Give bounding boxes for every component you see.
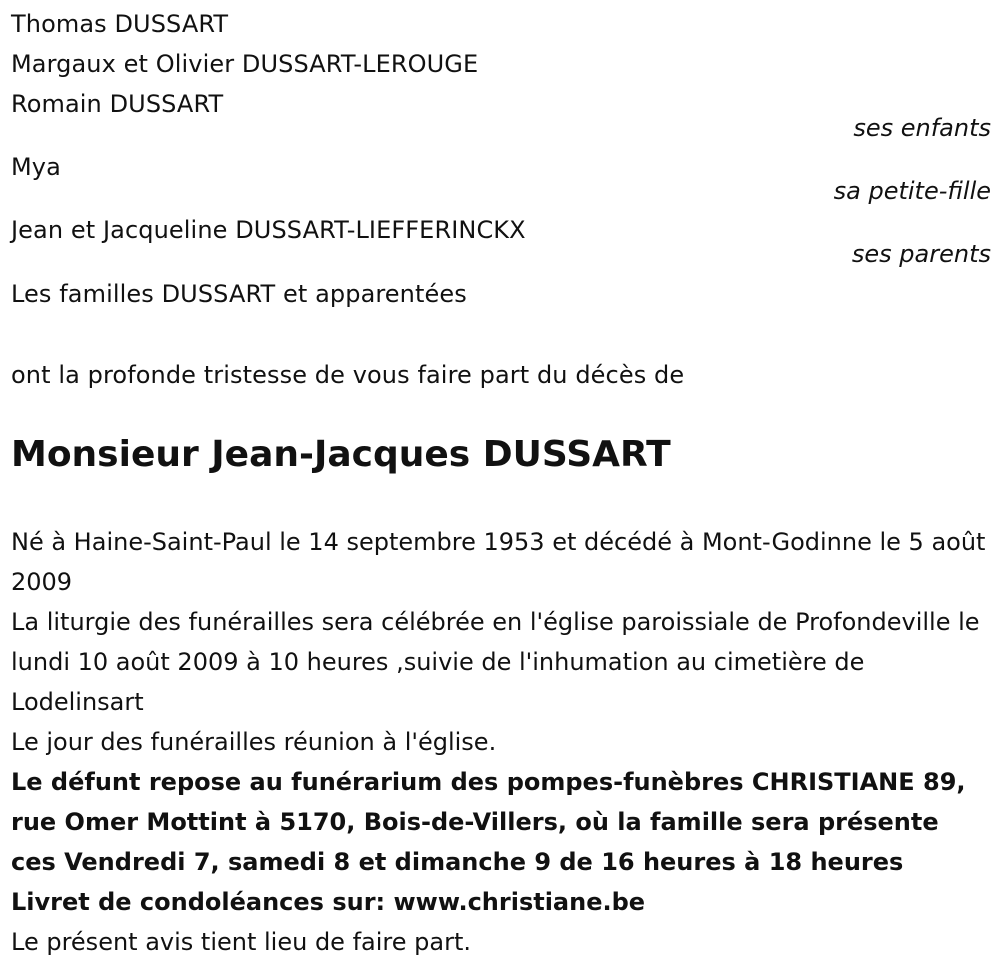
reunion-text: Le jour des funérailles réunion à l'église.: [11, 728, 497, 756]
family-line-margaux-olivier: Margaux et Olivier DUSSART-LEROUGE: [11, 50, 479, 78]
family-line-families: Les familles DUSSART et apparentées: [11, 280, 467, 308]
notice-text: Le présent avis tient lieu de faire part.: [11, 928, 471, 956]
deceased-name: Monsieur Jean-Jacques DUSSART: [11, 434, 671, 475]
family-line-romain: Romain DUSSART: [11, 90, 224, 118]
funerarium-text: Le défunt repose au funérarium des pompes-funèbres CHRISTIANE 89, rue Omer Mottint à 5170, Bois-de-Villers, où la famille sera présente ces Vendredi 7, samedi 8 et dimanche 9 de 16 heures à 18 heures: [11, 768, 966, 876]
family-line-thomas: Thomas DUSSART: [11, 10, 229, 38]
obituary-notice: [11, 0, 991, 978]
role-parents: ses parents: [851, 240, 991, 268]
liturgy-text: La liturgie des funérailles sera célébrée en l'église paroissiale de Profondeville le lundi 10 août 2009 à 10 heures ,suivie de l'inhumation au cimetière de Lodelinsart: [11, 608, 980, 716]
condolences-text: Livret de condoléances sur: www.christiane.be: [11, 888, 646, 916]
role-children: ses enfants: [853, 114, 991, 142]
details-block: [11, 522, 991, 962]
birth-death-text: Né à Haine-Saint-Paul le 14 septembre 1953 et décédé à Mont-Godinne le 5 août 2009: [11, 528, 986, 596]
role-granddaughter: sa petite-fille: [833, 177, 991, 205]
family-line-mya: Mya: [11, 153, 61, 181]
announcement-text: ont la profonde tristesse de vous faire part du décès de: [11, 361, 685, 389]
family-line-parents: Jean et Jacqueline DUSSART-LIEFFERINCKX: [11, 216, 526, 244]
